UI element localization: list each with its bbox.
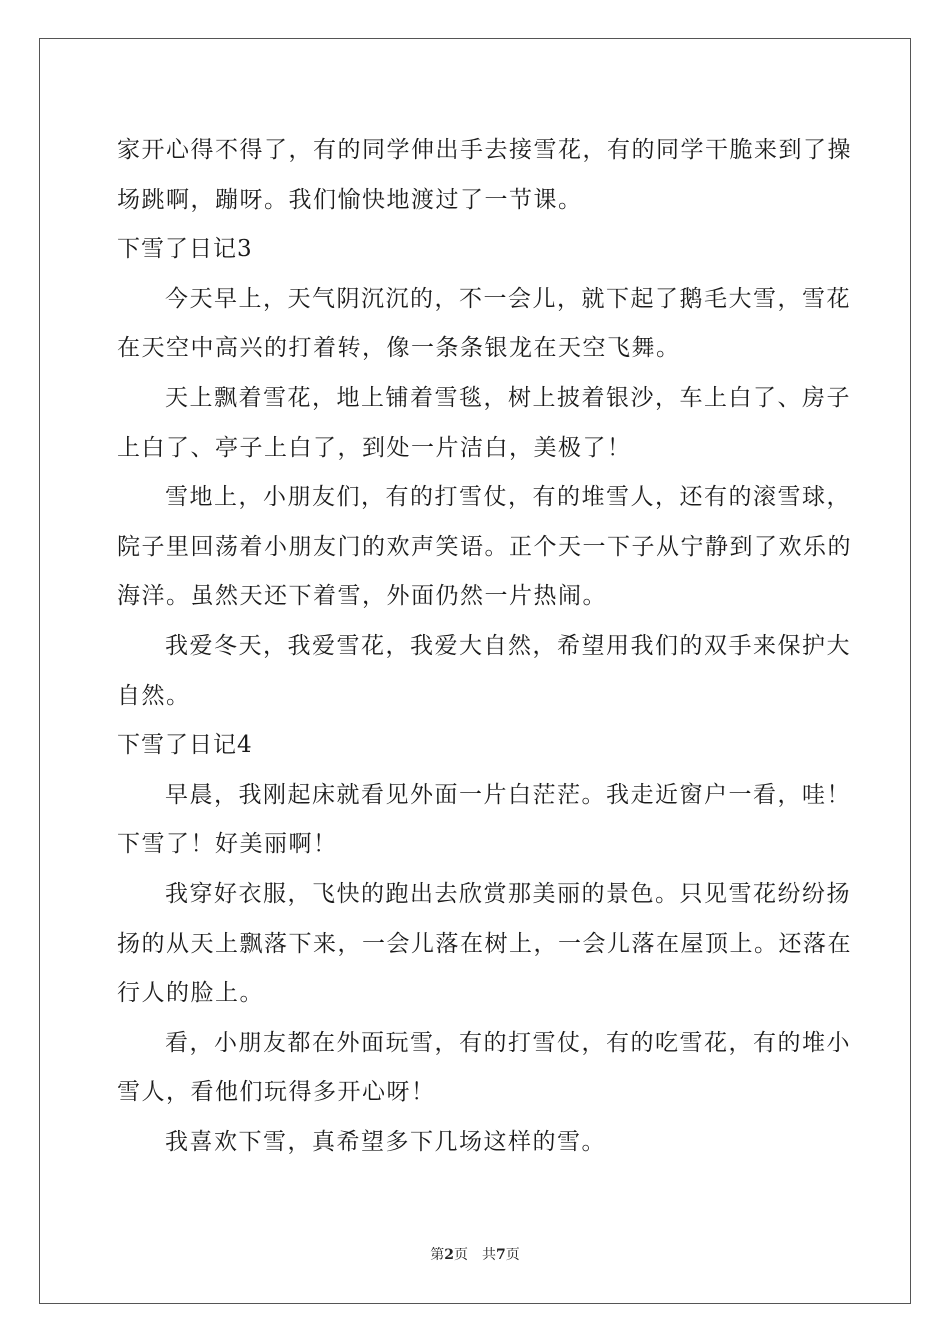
text-line: 今天早上，天气阴沉沉的，不一会儿，就下起了鹅毛大雪，雪花 <box>165 285 851 312</box>
text-line: 天上飘着雪花，地上铺着雪毯，树上披着银沙，车上白了、房子 <box>165 384 851 411</box>
document-body <box>117 126 852 1167</box>
text-line: 看，小朋友都在外面玩雪，有的打雪仗，有的吃雪花，有的堆小 <box>165 1029 851 1056</box>
total-page-count: 7 <box>496 1247 506 1263</box>
text-line: 家开心得不得了，有的同学伸出手去接雪花，有的同学干脆来到了操 <box>117 137 852 163</box>
section-heading: 下雪了日记4 <box>117 732 253 759</box>
page-number-prefix: 第 <box>430 1247 445 1263</box>
text-line: 扬的从天上飘落下来，一会儿落在树上，一会儿落在屋顶上。还落在 <box>117 930 852 957</box>
text-line: 我穿好衣服，飞快的跑出去欣赏那美丽的景色。只见雪花纷纷扬 <box>165 880 851 907</box>
page-footer <box>0 1244 950 1264</box>
text-line: 下雪了！好美丽啊！ <box>117 831 338 858</box>
text-line: 上白了、亭子上白了，到处一片洁白，美极了！ <box>117 434 632 461</box>
text-line: 自然。 <box>117 682 191 709</box>
current-page-number: 2 <box>444 1247 454 1263</box>
text-line: 我喜欢下雪，真希望多下几场这样的雪。 <box>165 1128 606 1155</box>
text-line: 在天空中高兴的打着转，像一条条银龙在天空飞舞。 <box>117 335 681 362</box>
section-heading: 下雪了日记3 <box>117 236 253 263</box>
text-line: 我爱冬天，我爱雪花，我爱大自然，希望用我们的双手来保护大 <box>165 632 851 659</box>
total-pages-prefix: 共 <box>482 1247 496 1263</box>
text-line: 早晨，我刚起床就看见外面一片白茫茫。我走近窗户一看，哇！ <box>165 781 851 808</box>
text-line: 场跳啊，蹦呀。我们愉快地渡过了一节课。 <box>117 186 583 213</box>
text-line: 海洋。虽然天还下着雪，外面仍然一片热闹。 <box>117 583 607 610</box>
text-line: 雪人，看他们玩得多开心呀！ <box>117 1079 436 1106</box>
text-line: 行人的脸上。 <box>117 980 264 1007</box>
page-number-suffix: 页 <box>454 1247 468 1263</box>
text-line: 院子里回荡着小朋友门的欢声笑语。正个天一下子从宁静到了欢乐的 <box>117 533 852 560</box>
text-line: 雪地上，小朋友们，有的打雪仗，有的堆雪人，还有的滚雪球， <box>165 484 851 511</box>
total-pages-suffix: 页 <box>505 1247 520 1263</box>
